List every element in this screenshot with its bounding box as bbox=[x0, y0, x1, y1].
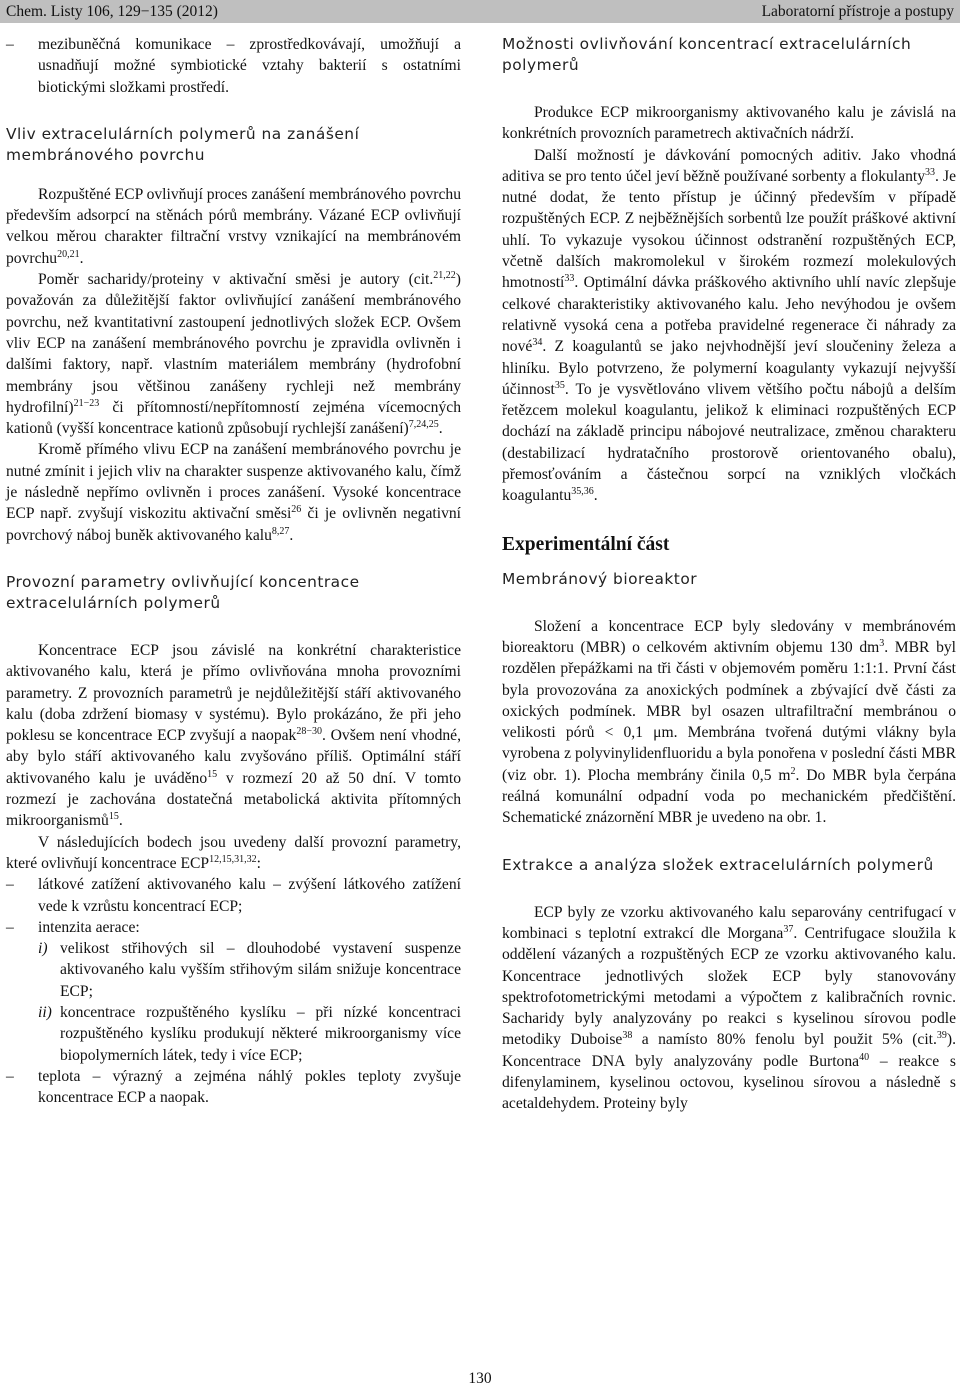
paragraph: Poměr sacharidy/proteiny v aktivační směsi je autory (cit.$^{21,22}$) považován za důležitější faktor ovlivňující zanášení membránového povrchu, než kvantitativní zastoupení jednotlivých složek ECP. Ovšem vliv ECP na zanášení membránového povrchu je zpravidla ovlivněn i dalšími faktory, např. vlastním materiálem membrány (hydrofobní membrány jsou většinou zanášeny rychleji než membrány hydrofilní)$^{21-23}$ či přítomností/nepřítomností zejména vícemocných kationů (vyšší koncentrace kationů způsobují rychlejší zanášení)$^{7,24,25}$. bbox=[6, 270, 461, 438]
paragraph: Složení a koncentrace ECP byly sledovány v membránovém bioreaktoru (MBR) o celkovém aktivním objemu 130 $dm^3$. MBR byl rozdělen přepážkami na tři části v objemovém poměru 1:1:1. První část byla provozována za anoxických podmínek a zbývající dvě části za oxických podmínek. MBR byl osazen ultrafiltrační membránou o velikosti pórů < 0,1 μm. Membrána tvořená dutými vlákny byla vyrobena z polyvinylidenfluoridu a byla ponořena v poslední části MBR (viz obr. 1). Plocha membrány činila 0,5 $m^2$. Do MBR byla čerpána reálná komunální odpadní voda po mechanickém předčištění. Schematické znázornění MBR je uvedeno na obr. 1. bbox=[502, 617, 956, 827]
paragraph: Produkce ECP mikroorganismy aktivovaného kalu je závislá na konkrétních provozních parametrech aktivačních nádrží. bbox=[502, 104, 956, 143]
section-heading-mbr: Membránový bioreaktor bbox=[502, 569, 698, 588]
paragraph: ECP byly ze vzorku aktivovaného kalu separovány centrifugací v kombinaci s teplotní extrakcí dle Morgana$^{37}$. Centrifugace sloužila k oddělení vázaných a rozpuštěných ECP ze vzorku aktivovaného kalu. Koncentrace jednotlivých složek ECP byly stanovovány spektrofotometrickými metodami a výpočtem z kalibračních rovnic. Sacharidy byly analyzovány po reakci s kyselinou sírovou podle metodiky Duboise$^{38}$ a namísto 80% fenolu byl použit 5% (cit.$^{39}$). Koncentrace DNA byly analyzovány podle Burtona$^{40}$ – reakce s difenylaminem, kyselinou octovou, kyselinou sírovou a následně s acetaldehydem. Proteiny byly bbox=[502, 903, 957, 1113]
running-header bbox=[0, 0, 960, 23]
page-number: 130 bbox=[468, 1370, 492, 1387]
paragraph: Koncentrace ECP jsou závislé na konkrétní charakteristice aktivovaného kalu, která je přímo ovlivňována mnoha provozními parametry. Z provozních parametrů je nejdůležitější stáří aktivovaného kalu (doba zdržení biomasy v systému). Bylo prokázáno, že při jeho poklesu se koncentrace ECP zvyšují a naopak$^{28-30}$. Ovšem není vhodné, aby bylo stáří aktivovaného kalu zvyšováno příliš. Optimální stáří aktivovaného kalu je uváděno$^{15}$ v rozmezí 20 až 50 dní. V tomto rozmezí je zachována dostatečná metabolická aktivita přítomných mikroorganismů$^{15}$. bbox=[6, 641, 462, 830]
list-item: – intenzita aerace: bbox=[6, 917, 461, 938]
paragraph: Další možností je dávkování pomocných aditiv. Jako vhodná aditiva se pro tento účel jeví běžně používané sorbenty a flokulanty$^{33}$. Je nutné dodat, že tento přístup je účinný především v případě rozpuštěných ECP. Z nejběžnějších sorbentů lze použít práškové aktivní uhlí. To vykazuje vysokou účinnost odstranění rozpuštěných ECP, včetně dalších makromolekul v širokém rozmezí molekulových hmotností$^{33}$. Optimální dávka práškového aktivního uhlí navíc zlepšuje celkové charakteristiky aktivovaného kalu. Jeho nevýhodou je ovšem relativně vysoká cena a potřeba pravidelné regenerace či náhrady za nové$^{34}$. Z koagulantů se jako nejvhodnější jeví sloučeniny železa a hliníku. Bylo potvrzeno, že polymerní koagulanty vykazují nejvyšší účinnost$^{35}$. To je vysvětlováno vlivem většího počtu nábojů a delším řetězcem molekul koagulantu, jelikož k eliminaci rozpuštěných ECP dochází na základě principu nábojové neutralizace, změnou charakteru (destabilizací hydratačního prostorově orientovaného obalu), přemosťováním a částečnou sorpcí na vzniklých vločkách koagulantu$^{35,36}$. bbox=[502, 146, 956, 505]
section-heading-fouling: Vliv extracelulárních polymerů na zanášení membránového povrchu bbox=[6, 124, 360, 164]
section-heading-influence: Možnosti ovlivňování koncentrací extracelulárních polymerů bbox=[502, 35, 912, 74]
journal-citation: Chem. Listy 106, 129−135 (2012) bbox=[6, 3, 218, 20]
list-item: – látkové zatížení aktivovaného kalu – zvýšení látkového zatížení vede k vzrůstu koncentrací ECP; bbox=[6, 874, 461, 917]
sub-list-item: ii) koncentrace rozpuštěného kyslíku – při nízké koncentraci rozpuštěného kyslíku produkují některé mikroorganismy více biopolymerních látek, tedy i více ECP; bbox=[38, 1003, 461, 1064]
left-column bbox=[6, 34, 461, 1108]
section-heading-extraction: Extrakce a analýza složek extracelulárních polymerů bbox=[502, 855, 934, 874]
section-heading-experimental: Experimentální část bbox=[502, 533, 670, 555]
list-item: – teplota – výrazný a zejména náhlý pokles teploty zvyšuje koncentrace ECP a naopak. bbox=[6, 1066, 461, 1109]
paragraph: Kromě přímého vlivu ECP na zanášení membránového povrchu je nutné zmínit i jejich vliv na charakter suspenze aktivovaného kalu, čímž je následně nepřímo ovlivněn i proces zanášení. Vysoké koncentrace ECP např. zvyšují viskozitu aktivační směsi$^{26}$ či je ovlivněn negativní povrchový náboj buněk aktivovaného kalu$^{8,27}$. bbox=[6, 441, 461, 544]
list-item: – mezibuněčná komunikace – zprostředkovávají, umožňují a usnadňují možné symbiotické vztahy bakterií s ostatními biotickými složkami prostředí. bbox=[6, 34, 461, 98]
paragraph: V následujících bodech jsou uvedeny další provozní parametry, které ovlivňují koncentrace ECP$^{12,15,31,32}$: bbox=[6, 833, 461, 872]
section-heading-operating-parameters: Provozní parametry ovlivňující koncentrace extracelulárních polymerů bbox=[6, 572, 360, 612]
right-column bbox=[502, 34, 956, 1115]
sub-list-item: i) velikost střihových sil – dlouhodobé vystavení suspenze aktivovaného kalu vyšším střihovým silám snižuje koncentrace ECP; bbox=[38, 940, 461, 1000]
paragraph: Rozpuštěné ECP ovlivňují proces zanášení membránového povrchu především adsorpcí na stěnách pórů membrány. Vázané ECP ovlivňují velkou měrou charakter filtrační vrstvy vznikající na membránovém povrchu$^{20,21}$. bbox=[6, 185, 461, 267]
section-title: Laboratorní přístroje a postupy bbox=[761, 3, 954, 20]
